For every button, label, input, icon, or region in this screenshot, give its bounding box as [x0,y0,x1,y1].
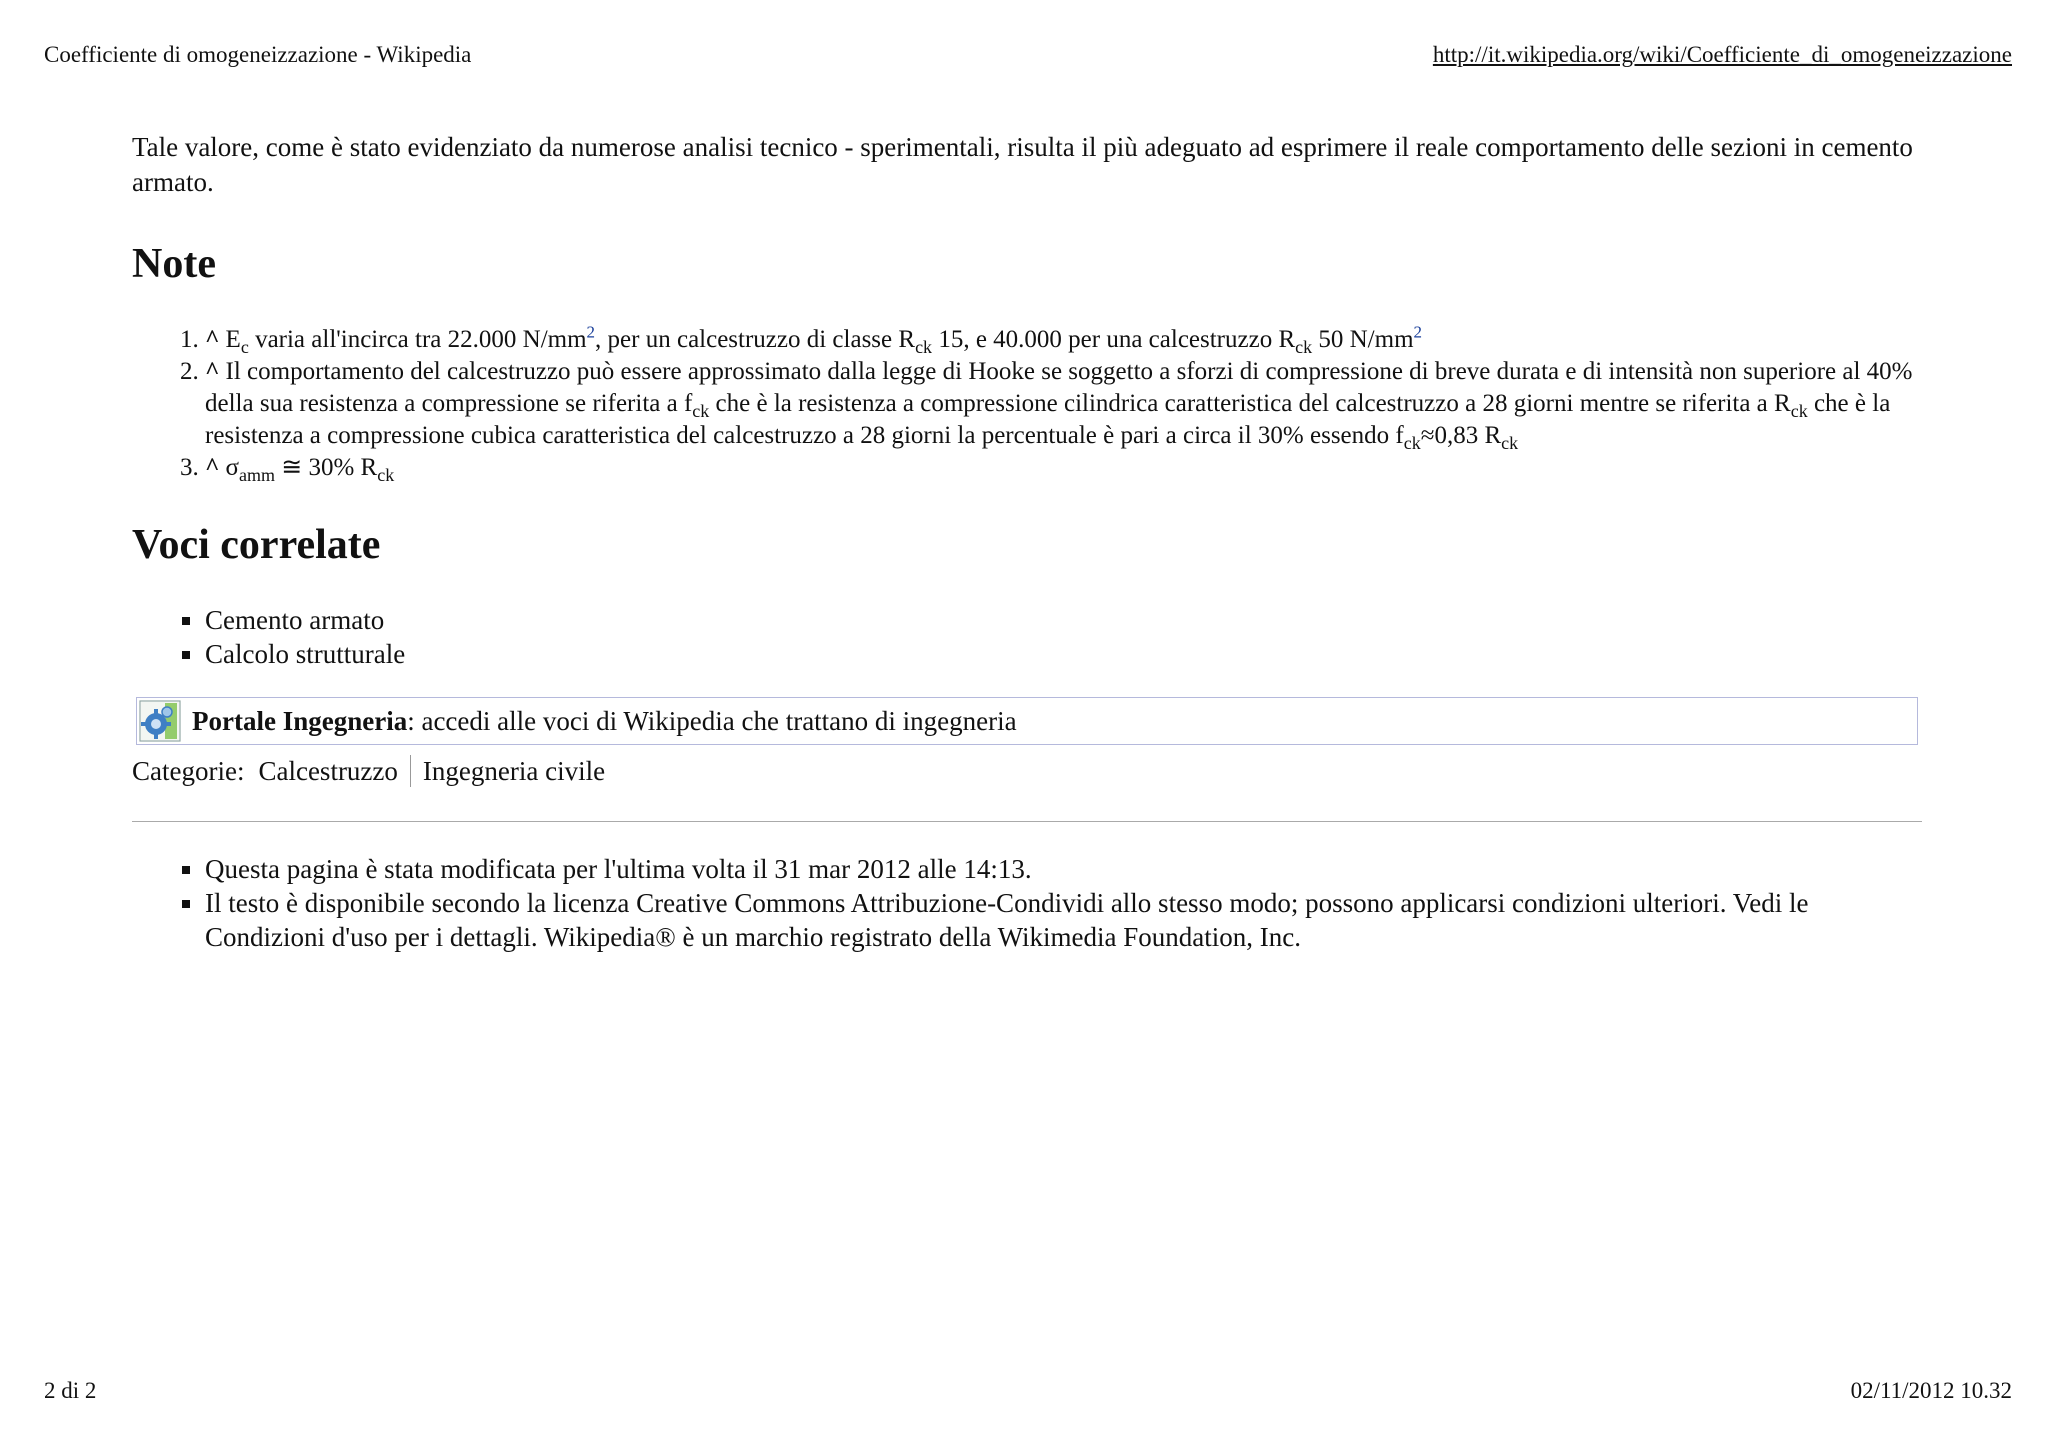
subscript: ck [377,465,395,485]
related-link-cemento-armato[interactable]: Cemento armato [205,605,385,635]
note-item-1 [205,324,1926,356]
subscript: ck [1501,433,1519,453]
print-footer [44,1378,2012,1408]
note-text: che è la resistenza a compressione cubica caratteristica del calcestruzzo a 28 giorni la percentuale è pari a circa il 30% essendo f [205,390,1891,449]
note-text: , per un calcestruzzo di classe R [595,326,916,353]
note-text: varia all'incirca tra 22.000 N/mm [248,326,587,353]
article-content [132,130,1926,954]
print-header [44,42,2012,74]
subscript: c [240,337,249,357]
note-heading: Note [132,241,216,287]
note-text: 15, e 40.000 per una calcestruzzo R [932,326,1296,353]
print-date: 02/11/2012 10.32 [1850,1378,2012,1403]
subscript: amm [239,465,276,485]
print-page-url[interactable]: http://it.wikipedia.org/wiki/Coefficiente_di_omogeneizzazione [1432,42,2012,67]
note-text: ≈0,83 R [1420,422,1502,449]
note-backlink[interactable]: ^ [205,326,220,353]
related-link-calcolo-strutturale[interactable]: Calcolo strutturale [205,639,406,669]
page-number: 2 di 2 [44,1378,97,1403]
subscript: ck [915,337,933,357]
note-text: Il comportamento del calcestruzzo può essere approssimato dalla legge di Hooke se soggetto a sforzi di compressione di breve durata e di intensità non superiore al 40% della sua resistenza a compressione se riferita a f [205,358,1913,417]
note-text: 50 N/mm [1312,326,1414,353]
engineering-portal-icon[interactable] [139,700,181,742]
note-item-3 [205,452,1926,484]
note-text: σ [225,454,240,481]
print-page-title: Coefficiente di omogeneizzazione - Wikipedia [44,42,472,67]
portal-text [192,704,1017,738]
notes-list [132,324,1926,484]
footer-info-list [132,852,1926,954]
footer-last-modified: ▪ Questa pagina è stata modificata per l'ultima volta il 31 mar 2012 alle 14:13. [205,852,1926,886]
footer-license: ▪ Il testo è disponibile secondo la licenza Creative Commons Attribuzione-Condividi allo stesso modo; possono applicarsi condizioni ulteriori. Vedi le Condizioni d'uso per i dettagli. Wikipedia® è un marchio registrato della Wikimedia Foundation, Inc. [205,886,1926,954]
superscript-link[interactable]: 2 [1413,322,1423,342]
subscript: ck [1790,401,1808,421]
note-text: che è la resistenza a compressione cilindrica caratteristica del calcestruzzo a 28 giorni mentre se riferita a R [709,390,1791,417]
intro-paragraph: Tale valore, come è stato evidenziato da numerose analisi tecnico - sperimentali, risulta il più adeguato ad esprimere il reale comportamento delle sezioni in cemento armato. [132,132,1913,197]
note-text: ≅ 30% R [275,454,378,481]
list-item [205,637,1926,671]
voci-correlate-heading: Voci correlate [132,522,381,568]
footer-divider [132,821,1922,822]
category-link-calcestruzzo[interactable]: Calcestruzzo [258,756,398,786]
subscript: ck [1403,433,1421,453]
note-backlink[interactable]: ^ [205,358,220,385]
category-link-ingegneria-civile[interactable]: Ingegneria civile [422,756,606,786]
categories-label[interactable]: Categorie: [132,756,245,786]
superscript-link[interactable]: 2 [586,322,596,342]
note-item-2 [205,356,1926,452]
portal-description: : accedi alle voci di Wikipedia che trattano di ingegneria [407,706,1017,736]
categories-bar [132,751,1926,791]
note-text: E [225,326,241,353]
note-backlink[interactable]: ^ [205,454,220,481]
portal-box [136,697,1918,745]
subscript: ck [1295,337,1313,357]
portal-link[interactable]: Portale Ingegneria [192,706,408,736]
subscript: ck [692,401,710,421]
related-articles-list [132,603,1926,671]
list-item [205,603,1926,637]
